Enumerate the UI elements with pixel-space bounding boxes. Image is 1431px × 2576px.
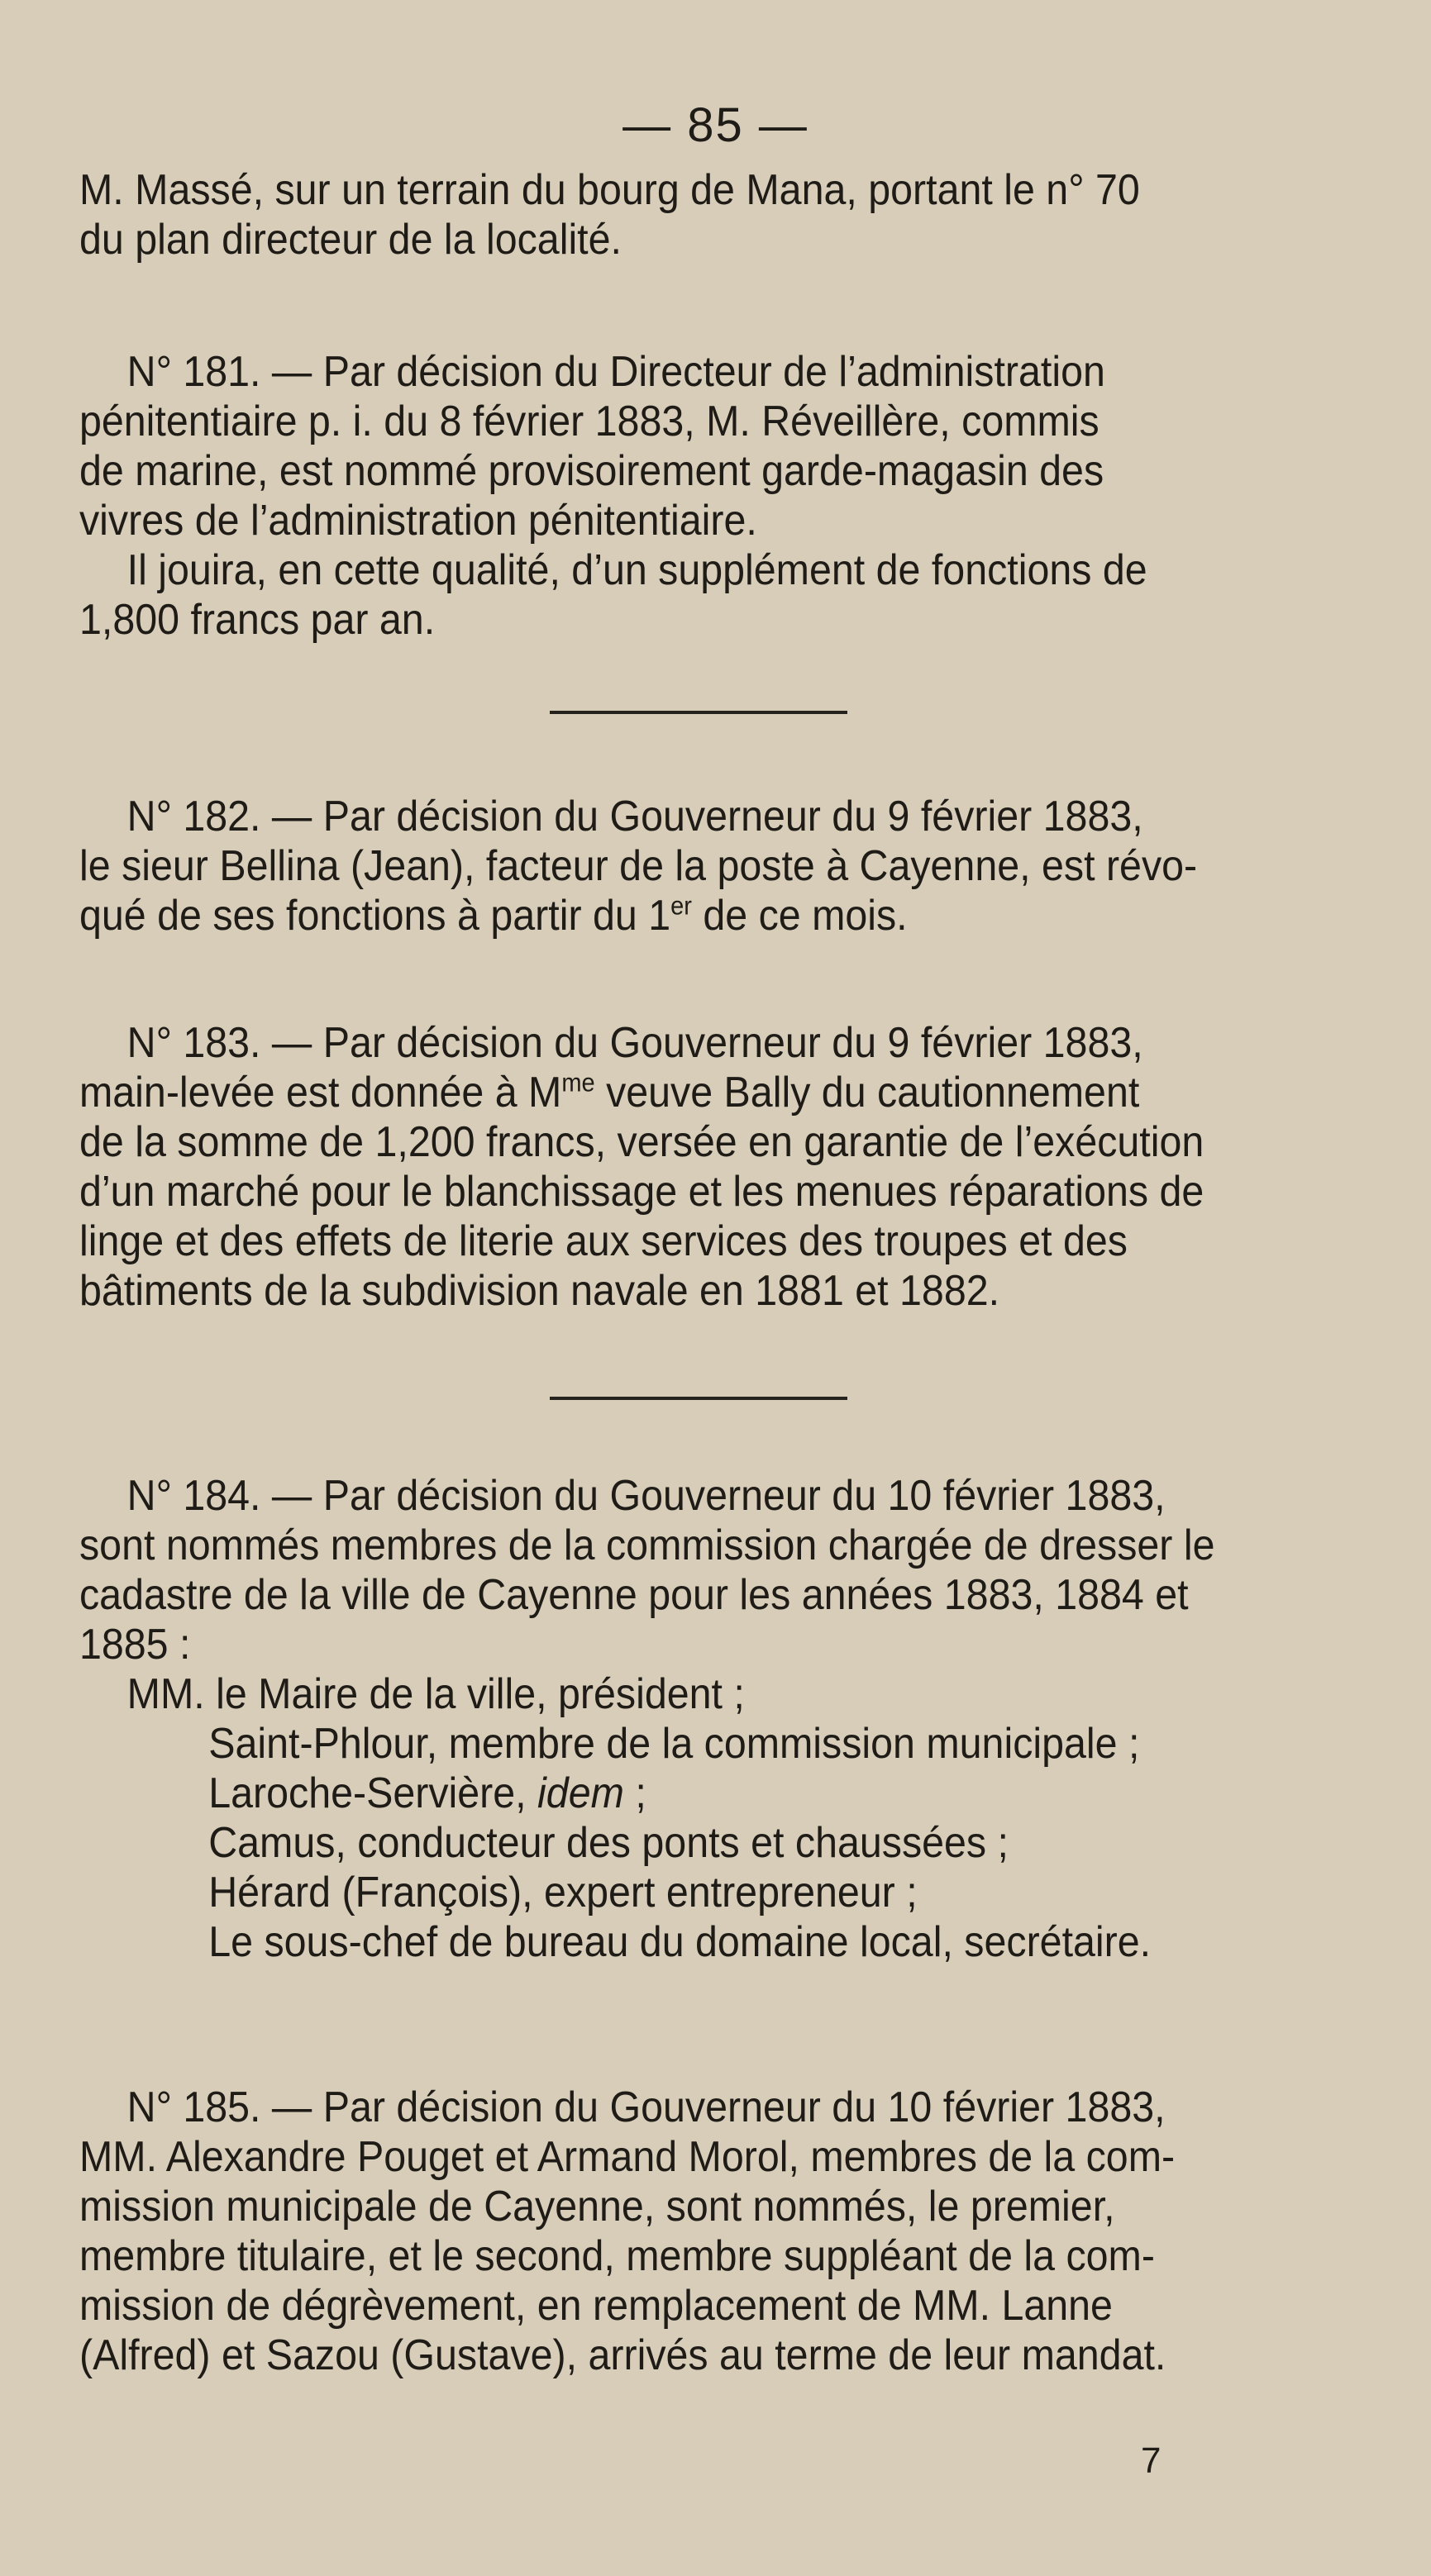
opening-paragraph [79, 165, 1263, 264]
text-line: main-levée est donnée à $M^{me}$ veuve Bally du cautionnement [79, 1068, 1140, 1117]
member-line: Hérard (François), expert entrepreneur ; [208, 1869, 918, 1917]
page-folio: — 85 — [622, 98, 809, 152]
text-line: vivres de l’administration pénitentiaire. [79, 497, 757, 545]
text-line: membre titulaire, et le second, membre suppléant de la com- [79, 2232, 1155, 2280]
text-line: de marine, est nommé provisoirement garde-magasin des [79, 447, 1104, 495]
section-divider [550, 1397, 847, 1400]
text-line: de la somme de 1,200 francs, versée en garantie de l’exécution [79, 1118, 1204, 1166]
entry-181 [79, 347, 1263, 645]
text-line: MM. Alexandre Pouget et Armand Morol, membres de la com- [79, 2133, 1176, 2181]
text-line: M. Massé, sur un terrain du bourg de Mana, portant le n° 70 [79, 166, 1140, 214]
member-line: Saint-Phlour, membre de la commission municipale ; [208, 1720, 1140, 1768]
text-line: linge et des effets de literie aux services des troupes et des [79, 1217, 1128, 1265]
entry-heading-line: N° 183. — Par décision du Gouverneur du 9 février 1883, [126, 1019, 1143, 1067]
text-line: bâtiments de la subdivision navale en 1881 et 1882. [79, 1267, 1000, 1315]
text-line: pénitentiaire p. i. du 8 février 1883, M. Réveillère, commis [79, 398, 1099, 445]
text-line: 1,800 francs par an. [79, 596, 436, 644]
entry-heading-line: N° 181. — Par décision du Directeur de l’administration [126, 348, 1105, 396]
entry-184 [79, 1471, 1263, 1967]
text-line: Il jouira, en cette qualité, d’un supplément de fonctions de [126, 546, 1147, 594]
member-line: Le sous-chef de bureau du domaine local, secrétaire. [208, 1918, 1152, 1966]
signature-mark: 7 [1141, 2440, 1161, 2481]
text-line: sont nommés membres de la commission chargée de dresser le [79, 1521, 1215, 1569]
text-line: cadastre de la ville de Cayenne pour les années 1883, 1884 et [79, 1571, 1189, 1619]
text-line: d’un marché pour le blanchissage et les menues réparations de [79, 1168, 1204, 1216]
member-line: Laroche-Servière, idem ; [208, 1769, 646, 1817]
entry-heading-line: N° 185. — Par décision du Gouverneur du 10 février 1883, [126, 2083, 1166, 2131]
member-line: Camus, conducteur des ponts et chaussées ; [208, 1819, 1009, 1867]
text-line: (Alfred) et Sazou (Gustave), arrivés au terme de leur mandat. [79, 2331, 1166, 2379]
entry-182 [79, 792, 1263, 940]
entry-185 [79, 2083, 1263, 2380]
text-line: mission de dégrèvement, en remplacement de MM. Lanne [79, 2282, 1113, 2330]
members-intro: MM. le Maire de la ville, président ; [126, 1670, 745, 1718]
entry-heading-line: N° 184. — Par décision du Gouverneur du 10 février 1883, [126, 1472, 1166, 1520]
text-line: du plan directeur de la localité. [79, 216, 622, 264]
text-line: 1885 : [79, 1621, 191, 1669]
entry-heading-line: N° 182. — Par décision du Gouverneur du 9 février 1883, [126, 793, 1143, 840]
text-line: le sieur Bellina (Jean), facteur de la poste à Cayenne, est révo- [79, 842, 1198, 890]
entry-183 [79, 1018, 1263, 1316]
text-line: mission municipale de Cayenne, sont nommés, le premier, [79, 2183, 1115, 2231]
text-line: qué de ses fonctions à partir du 1er de ce mois. [79, 891, 908, 940]
section-divider [550, 711, 847, 714]
